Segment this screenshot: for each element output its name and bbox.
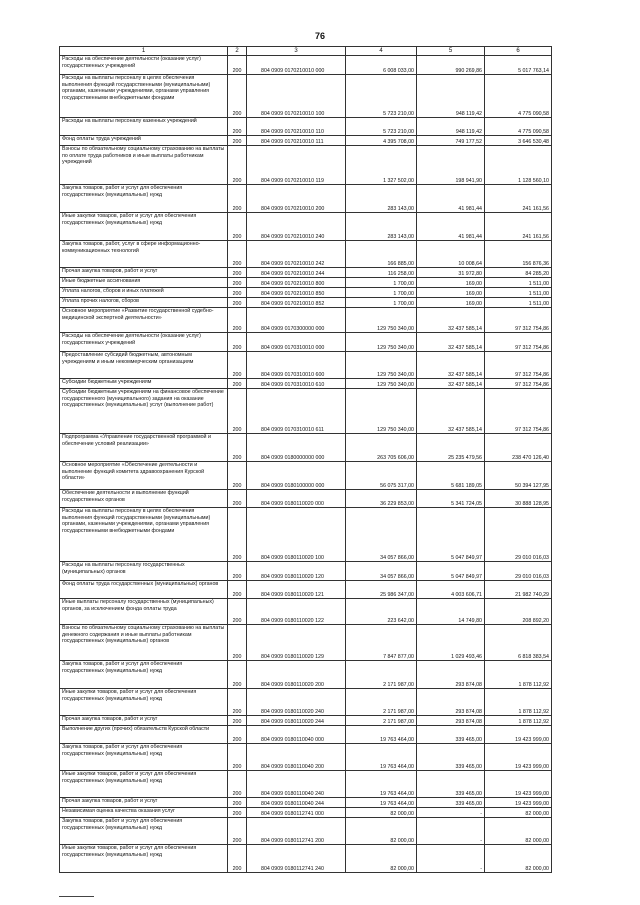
row-plan: 34 057 866,00 [346,508,417,562]
row-name: Уплата прочих налогов, сборов [60,298,228,308]
row-remaining: 29 010 016,03 [485,562,552,581]
row-code: 200 [228,213,247,241]
row-name: Закупка товаров, работ и услуг для обеспечения государственных (муниципальных) нужд [60,661,228,689]
row-classification: 804 0909 0180110040 200 [247,744,346,771]
table-row [60,185,552,213]
table-row [60,56,552,75]
row-remaining: 29 010 016,03 [485,508,552,562]
row-classification: 804 0909 0170310010 611 [247,389,346,434]
table-row [60,389,552,434]
row-plan: 7 847 877,00 [346,625,417,661]
row-name: Независимая оценка качества оказания услуг [60,808,228,818]
row-code: 200 [228,56,247,75]
row-code: 200 [228,298,247,308]
row-remaining: 97 312 754,86 [485,352,552,379]
header-col-1: 1 [60,47,228,56]
row-remaining: 82 000,00 [485,808,552,818]
row-plan: 19 763 464,00 [346,726,417,744]
row-classification: 804 0909 0170310010 000 [247,333,346,352]
row-classification: 804 0909 0180110020 000 [247,490,346,508]
row-name: Выполнение других (прочих) обязательств Курской области [60,726,228,744]
row-plan: 1 700,00 [346,298,417,308]
header-col-4: 4 [346,47,417,56]
row-plan: 5 723 210,00 [346,75,417,118]
row-remaining: 97 312 754,86 [485,308,552,333]
row-classification: 804 0909 0180110040 244 [247,798,346,808]
row-executed: 4 003 606,71 [417,581,485,599]
table-row [60,845,552,873]
row-executed: 31 972,80 [417,268,485,278]
row-code: 200 [228,771,247,798]
row-executed: 339 465,00 [417,798,485,808]
row-remaining: 1 511,00 [485,298,552,308]
row-classification: 804 0909 0180110020 129 [247,625,346,661]
row-remaining: 6 818 383,54 [485,625,552,661]
header-col-5: 5 [417,47,485,56]
row-classification: 804 0909 0170210010 119 [247,146,346,185]
row-code: 200 [228,136,247,146]
row-classification: 804 0909 0180110040 240 [247,771,346,798]
page-edge-line [59,896,94,897]
table-row [60,808,552,818]
row-remaining: 50 394 127,95 [485,462,552,490]
row-executed: 169,00 [417,288,485,298]
row-code: 200 [228,726,247,744]
row-remaining: 82 000,00 [485,818,552,845]
row-executed: 948 119,42 [417,118,485,136]
row-plan: 129 750 340,00 [346,389,417,434]
row-plan: 82 000,00 [346,818,417,845]
row-code: 200 [228,333,247,352]
row-plan: 56 075 317,00 [346,462,417,490]
row-code: 200 [228,798,247,808]
row-plan: 2 171 987,00 [346,689,417,716]
row-classification: 804 0909 0180112741 200 [247,818,346,845]
row-executed: 1 029 493,46 [417,625,485,661]
row-remaining: 3 646 530,48 [485,136,552,146]
row-plan: 116 258,00 [346,268,417,278]
row-classification: 804 0909 0180112741 240 [247,845,346,873]
row-remaining: 1 878 112,92 [485,716,552,726]
row-remaining: 1 511,00 [485,288,552,298]
row-name: Иные выплаты персоналу государственных (муниципальных) органов, за исключением фонда оплаты труда [60,599,228,625]
row-classification: 804 0909 0170210010 242 [247,241,346,268]
table-row [60,278,552,288]
header-col-2: 2 [228,47,247,56]
row-code: 200 [228,288,247,298]
row-executed: 32 437 585,14 [417,389,485,434]
row-classification: 804 0909 0170210010 852 [247,298,346,308]
row-remaining: 156 876,36 [485,241,552,268]
row-name: Фонд оплаты труда государственных (муниципальных) органов [60,581,228,599]
row-classification: 804 0909 0170210010 800 [247,278,346,288]
row-executed: 749 177,52 [417,136,485,146]
row-code: 200 [228,689,247,716]
row-executed: 5 047 849,97 [417,508,485,562]
row-name: Расходы на обеспечение деятельности (оказание услуг) государственных учреждений [60,56,228,75]
table-row [60,352,552,379]
table-row [60,726,552,744]
row-executed: 169,00 [417,278,485,288]
row-executed: 293 874,08 [417,689,485,716]
row-classification: 804 0909 0180112741 000 [247,808,346,818]
row-classification: 804 0909 0170210010 110 [247,118,346,136]
row-code: 200 [228,581,247,599]
row-plan: 1 700,00 [346,278,417,288]
row-name: Закупка товаров, работ, услуг в сфере информационно-коммуникационных технологий [60,241,228,268]
row-classification: 804 0909 0170210010 200 [247,185,346,213]
row-code: 200 [228,599,247,625]
row-plan: 5 723 210,00 [346,118,417,136]
row-plan: 129 750 340,00 [346,308,417,333]
row-code: 200 [228,389,247,434]
row-name: Закупка товаров, работ и услуг для обеспечения государственных (муниципальных) нужд [60,744,228,771]
row-remaining: 97 312 754,86 [485,379,552,389]
row-code: 200 [228,462,247,490]
row-plan: 129 750 340,00 [346,333,417,352]
row-code: 200 [228,75,247,118]
table-header-row [60,47,552,56]
page-number: 76 [314,31,325,41]
row-classification: 804 0909 0170300000 000 [247,308,346,333]
row-plan: 19 763 464,00 [346,771,417,798]
table-row [60,508,552,562]
row-executed: - [417,845,485,873]
row-name: Иные закупки товаров, работ и услуг для обеспечения государственных (муниципальных) нужд [60,689,228,716]
row-remaining: 82 000,00 [485,845,552,873]
row-plan: 82 000,00 [346,845,417,873]
table-row [60,490,552,508]
row-code: 200 [228,278,247,288]
row-plan: 283 143,00 [346,213,417,241]
table-row [60,771,552,798]
row-code: 200 [228,185,247,213]
row-classification: 804 0909 0180110020 244 [247,716,346,726]
row-remaining: 19 423 999,00 [485,798,552,808]
header-col-3: 3 [247,47,346,56]
row-executed: 339 465,00 [417,726,485,744]
row-code: 200 [228,845,247,873]
row-code: 200 [228,118,247,136]
row-plan: 36 229 853,00 [346,490,417,508]
row-executed: 41 981,44 [417,213,485,241]
row-plan: 82 000,00 [346,808,417,818]
row-remaining: 241 161,56 [485,185,552,213]
row-plan: 223 642,00 [346,599,417,625]
row-executed: 990 269,86 [417,56,485,75]
row-executed: - [417,808,485,818]
row-classification: 804 0909 0170210010 111 [247,136,346,146]
row-name: Расходы на выплаты персоналу в целях обеспечения выполнения функций государственными (муниципальными) органами, казенными учреждениями, органами управления государственными внебюджетными фондами [60,508,228,562]
table-row [60,818,552,845]
row-remaining: 97 312 754,86 [485,389,552,434]
row-remaining: 1 878 112,92 [485,661,552,689]
row-name: Закупка товаров, работ и услуг для обеспечения государственных (муниципальных) нужд [60,185,228,213]
row-plan: 25 986 347,00 [346,581,417,599]
row-classification: 804 0909 0180100000 000 [247,462,346,490]
row-name: Основное мероприятие «Обеспечение деятельности и выполнение функций комитета здравоохранения Курской области» [60,462,228,490]
row-remaining: 4 775 090,58 [485,118,552,136]
row-remaining: 4 775 090,58 [485,75,552,118]
row-plan: 2 171 987,00 [346,661,417,689]
row-code: 200 [228,661,247,689]
row-remaining: 30 888 128,95 [485,490,552,508]
table-row [60,661,552,689]
row-executed: 5 681 189,05 [417,462,485,490]
row-executed: 14 749,80 [417,599,485,625]
table-row [60,75,552,118]
table-row [60,136,552,146]
row-name: Иные закупки товаров, работ и услуг для обеспечения государственных (муниципальных) нужд [60,213,228,241]
row-plan: 2 171 987,00 [346,716,417,726]
row-plan: 19 763 464,00 [346,744,417,771]
row-remaining: 241 161,56 [485,213,552,241]
table-row [60,625,552,661]
row-plan: 129 750 340,00 [346,379,417,389]
table-row [60,333,552,352]
row-remaining: 19 423 999,00 [485,744,552,771]
row-executed: 339 465,00 [417,744,485,771]
row-classification: 804 0909 0170210010 244 [247,268,346,278]
row-name: Расходы на выплаты персоналу в целях обеспечения выполнения функций государственными (муниципальными) органами, казенными учреждениями, органами управления государственными внебюджетными фондами [60,75,228,118]
row-remaining: 84 285,20 [485,268,552,278]
row-plan: 1 327 502,00 [346,146,417,185]
row-executed: 293 874,08 [417,716,485,726]
row-name: Взносы по обязательному социальному страхованию на выплаты денежного содержания и иные выплаты работникам государственных (муниципальных) органов [60,625,228,661]
table-row [60,689,552,716]
row-code: 200 [228,808,247,818]
table-row [60,241,552,268]
table-row [60,268,552,278]
row-remaining: 1 511,00 [485,278,552,288]
table-row [60,462,552,490]
row-remaining: 1 128 560,10 [485,146,552,185]
row-name: Уплата налогов, сборов и иных платежей [60,288,228,298]
row-name: Подпрограмма «Управление государственной программой и обеспечение условий реализации» [60,434,228,462]
row-plan: 1 700,00 [346,288,417,298]
row-name: Иные бюджетные ассигнования [60,278,228,288]
row-executed: 293 874,08 [417,661,485,689]
row-code: 200 [228,434,247,462]
row-classification: 804 0909 0180110020 100 [247,508,346,562]
row-name: Прочая закупка товаров, работ и услуг [60,716,228,726]
row-executed: 32 437 585,14 [417,352,485,379]
table-body [60,56,552,873]
row-plan: 129 750 340,00 [346,352,417,379]
row-executed: 948 119,42 [417,75,485,118]
row-executed: 198 941,90 [417,146,485,185]
row-classification: 804 0909 0180110020 121 [247,581,346,599]
table-row [60,434,552,462]
row-executed: 25 235 479,56 [417,434,485,462]
row-classification: 804 0909 0170310010 600 [247,352,346,379]
row-executed: 10 008,64 [417,241,485,268]
row-executed: 32 437 585,14 [417,308,485,333]
row-name: Расходы на выплаты персоналу государственных (муниципальных) органов [60,562,228,581]
row-plan: 283 143,00 [346,185,417,213]
row-code: 200 [228,508,247,562]
row-name: Закупка товаров, работ и услуг для обеспечения государственных (муниципальных) нужд [60,818,228,845]
row-remaining: 21 982 740,29 [485,581,552,599]
row-classification: 804 0909 0170210010 240 [247,213,346,241]
table-row [60,288,552,298]
table-row [60,599,552,625]
row-name: Субсидии бюджетным учреждениям на финансовое обеспечение государственного (муниципального) задания на оказание государственных (муниципальных) услуг (выполнение работ) [60,389,228,434]
table-row [60,146,552,185]
table-row [60,118,552,136]
row-name: Прочая закупка товаров, работ и услуг [60,798,228,808]
budget-table [59,46,552,873]
row-code: 200 [228,744,247,771]
row-executed: 41 981,44 [417,185,485,213]
row-plan: 34 057 866,00 [346,562,417,581]
row-code: 200 [228,268,247,278]
row-code: 200 [228,562,247,581]
row-classification: 804 0909 0170310010 610 [247,379,346,389]
table-row [60,562,552,581]
row-remaining: 97 312 754,86 [485,333,552,352]
row-plan: 6 008 033,00 [346,56,417,75]
table-row [60,716,552,726]
row-name: Предоставление субсидий бюджетным, автономным учреждениям и иным некоммерческим организациям [60,352,228,379]
row-code: 200 [228,625,247,661]
row-code: 200 [228,241,247,268]
row-plan: 4 395 708,00 [346,136,417,146]
row-plan: 19 763 464,00 [346,798,417,808]
row-name: Взносы по обязательному социальному страхованию на выплаты по оплате труда работников и иные выплаты работникам учреждений [60,146,228,185]
row-classification: 804 0909 0180110020 200 [247,661,346,689]
row-code: 200 [228,308,247,333]
row-name: Субсидии бюджетным учреждениям [60,379,228,389]
row-remaining: 19 423 999,00 [485,726,552,744]
row-code: 200 [228,352,247,379]
row-classification: 804 0909 0180110020 240 [247,689,346,716]
row-executed: 5 047 849,97 [417,562,485,581]
row-plan: 263 705 606,00 [346,434,417,462]
table-row [60,744,552,771]
row-executed: - [417,818,485,845]
row-executed: 32 437 585,14 [417,379,485,389]
row-executed: 169,00 [417,298,485,308]
table-row [60,798,552,808]
row-code: 200 [228,379,247,389]
row-classification: 804 0909 0170210010 850 [247,288,346,298]
row-classification: 804 0909 0170210010 100 [247,75,346,118]
table-row [60,308,552,333]
row-name: Расходы на выплаты персоналу казенных учреждений [60,118,228,136]
row-name: Иные закупки товаров, работ и услуг для обеспечения государственных (муниципальных) нужд [60,771,228,798]
row-name: Расходы на обеспечение деятельности (оказание услуг) государственных учреждений [60,333,228,352]
row-remaining: 5 017 763,14 [485,56,552,75]
row-executed: 339 465,00 [417,771,485,798]
row-name: Основное мероприятие «Развитие государственной судебно-медицинской экспертной деятельности» [60,308,228,333]
row-classification: 804 0909 0170210010 000 [247,56,346,75]
table-row [60,379,552,389]
row-plan: 166 885,00 [346,241,417,268]
table-row [60,298,552,308]
row-name: Фонд оплаты труда учреждений [60,136,228,146]
table-row [60,581,552,599]
row-classification: 804 0909 0180110020 122 [247,599,346,625]
row-name: Обеспечение деятельности и выполнение функций государственных органов [60,490,228,508]
row-classification: 804 0909 0180110040 000 [247,726,346,744]
row-remaining: 238 470 126,40 [485,434,552,462]
row-code: 200 [228,716,247,726]
row-classification: 804 0909 0180000000 000 [247,434,346,462]
row-classification: 804 0909 0180110020 120 [247,562,346,581]
table-row [60,213,552,241]
row-name: Прочая закупка товаров, работ и услуг [60,268,228,278]
row-remaining: 208 892,20 [485,599,552,625]
row-code: 200 [228,818,247,845]
header-col-6: 6 [485,47,552,56]
row-remaining: 1 878 112,92 [485,689,552,716]
row-executed: 5 341 724,05 [417,490,485,508]
row-remaining: 19 423 999,00 [485,771,552,798]
row-code: 200 [228,490,247,508]
row-code: 200 [228,146,247,185]
row-executed: 32 437 585,14 [417,333,485,352]
row-name: Иные закупки товаров, работ и услуг для обеспечения государственных (муниципальных) нужд [60,845,228,873]
